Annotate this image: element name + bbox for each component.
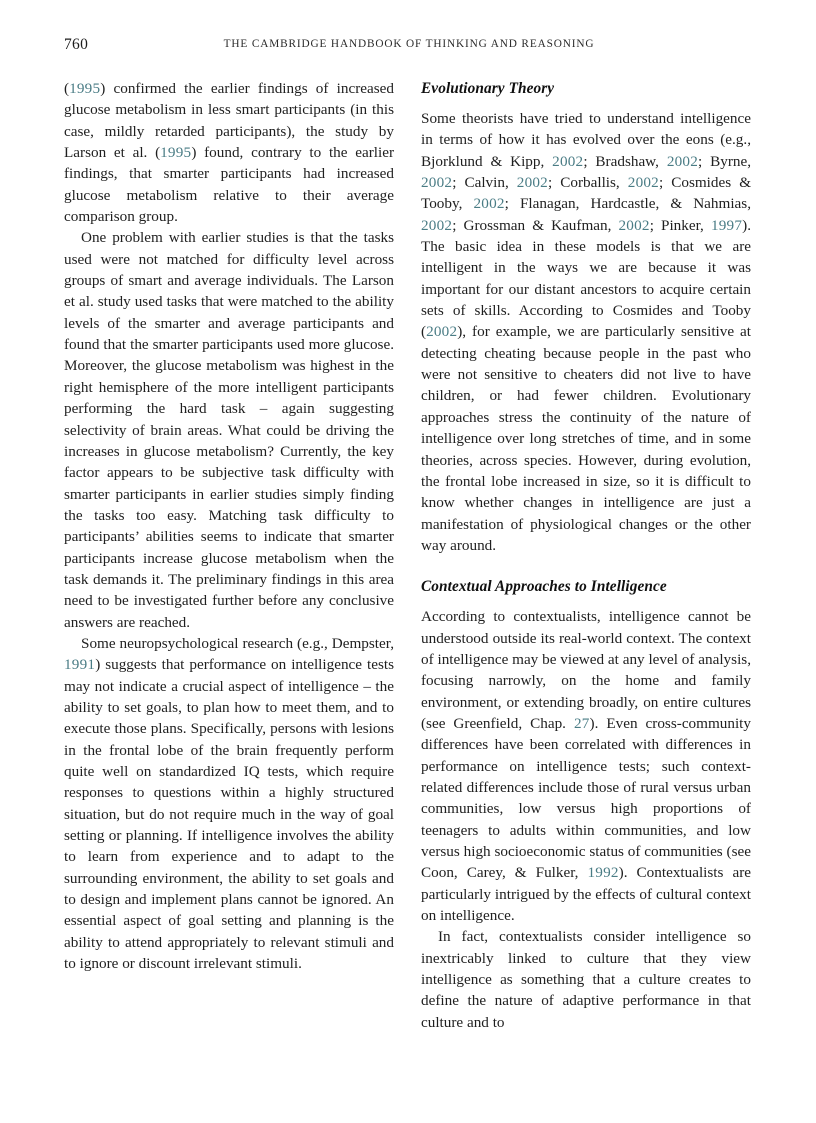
citation-year: 1995 bbox=[160, 144, 192, 162]
citation-year: 2002 bbox=[618, 216, 650, 234]
citation-year: 2002 bbox=[426, 323, 458, 341]
right-column bbox=[421, 78, 751, 1068]
section-heading: Contextual Approaches to Intelligence bbox=[421, 578, 667, 596]
citation-year: 2002 bbox=[421, 174, 453, 192]
body-paragraph: One problem with earlier studies is that the tasks used were not matched for difficulty level across groups of smart and average individuals. The Larson et al. study used tasks that were matched to the ability levels of the smarter and average participants and found that the smarter participants used more glucose. Moreover, the glucose metabolism was highest in the right hemisphere of the more intelligent participants performing the hard task – again suggesting selectivity of brain areas. What could be driving the increases in glucose metabolism? Currently, the key factor appears to be subjective task difficulty with smarter participants in earlier studies simply finding the tasks too easy. Matching task difficulty to participants’ abilities seems to indicate that smarter participants increase glucose metabolism when the task demands it. The preliminary findings in this area need to be investigated further before any conclusive answers are reached. bbox=[64, 229, 394, 631]
citation-year: 1992 bbox=[587, 864, 619, 882]
citation-year: 1991 bbox=[64, 656, 96, 674]
page-header bbox=[64, 36, 754, 58]
citation-year: 2002 bbox=[552, 152, 584, 170]
citation-year: 27 bbox=[573, 714, 590, 732]
citation-year: 2002 bbox=[627, 174, 659, 192]
citation-year: 1995 bbox=[69, 80, 101, 97]
citation-year: 2002 bbox=[473, 195, 505, 213]
body-paragraph: Some neuropsychological research (e.g., Dempster, 1991) suggests that performance on intelligence tests may not indicate a crucial aspect of intelligence – the ability to set goals, to plan how to meet them, and to execute those plans. Specifically, persons with lesions in the frontal lobe of the brain frequently perform quite well on standardized IQ tests, which require responses to questions within a highly structured situation, but do not require much in the way of goal setting or planning. If intelligence involves the ability to learn from experience and to adapt to the surrounding environment, the ability to set goals and to design and implement plans cannot be ignored. An essential aspect of goal setting and planning is the ability to attend appropriately to relevant stimuli and to ignore or discount irrelevant stimuli. bbox=[64, 634, 394, 973]
body-paragraph: According to contextualists, intelligence cannot be understood outside its real-world context. The context of intelligence may be viewed at any level of analysis, focusing narrowly, on the home and family environment, or extending broadly, on entire cultures (see Greenfield, Chap. 27). Even cross-community differences have been correlated with differences in performance on intelligence tests; such context-related differences include those of rural versus urban communities, low versus high proportions of teenagers to adults within communities, and low versus high socioeconomic status of communities (see Coon, Carey, & Fulker, 1992). Contextualists are particularly intrigued by the effects of cultural context on intelligence. bbox=[421, 608, 751, 925]
body-paragraph: In fact, contextualists consider intelligence so inextricably linked to culture that they view intelligence as something that a culture creates to define the nature of adaptive performance in that culture and to bbox=[421, 928, 751, 1031]
two-column-body bbox=[64, 78, 754, 1068]
body-paragraph: Some theorists have tried to understand intelligence in terms of how it has evolved over the eons (e.g., Bjorklund & Kipp, 2002; Bradshaw, 2002; Byrne, 2002; Calvin, 2002; Corballis, 2002; Cosmides & Tooby, 2002; Flanagan, Hardcastle, & Nahmias, 2002; Grossman & Kaufman, 2002; Pinker, 1997). The basic idea in these models is that we are intelligent in the ways we are because it was important for our distant ancestors to acquire certain sets of skills. According to Cosmides and Tooby (2002), for example, we are particularly sensitive at detecting cheating because people in the past who were not sensitive to cheaters did not live to have children, or had fewer children. Evolutionary approaches stress the continuity of the nature of intelligence over long stretches of time, and in some theories, across species. However, during evolution, the frontal lobe increased in size, so it is difficult to know whether changes in intelligence are just a manifestation of physiological changes or the other way around. bbox=[421, 110, 752, 554]
section-heading: Evolutionary Theory bbox=[421, 80, 555, 97]
citation-year: 2002 bbox=[516, 174, 548, 192]
running-head: THE CAMBRIDGE HANDBOOK OF THINKING AND REASONING bbox=[223, 38, 595, 50]
body-paragraph: (1995) confirmed the earlier findings of increased glucose metabolism in less smart participants (in this case, mildly retarded participants), the study by Larson et al. (1995) found, contrary to the earlier findings, that smarter participants had increased glucose metabolism relative to their average comparison group. bbox=[64, 80, 395, 226]
left-column bbox=[64, 78, 394, 1068]
citation-year: 2002 bbox=[666, 152, 699, 170]
citation-year: 1997 bbox=[710, 216, 743, 234]
page-number: 760 bbox=[64, 36, 89, 53]
citation-year: 2002 bbox=[421, 216, 453, 234]
